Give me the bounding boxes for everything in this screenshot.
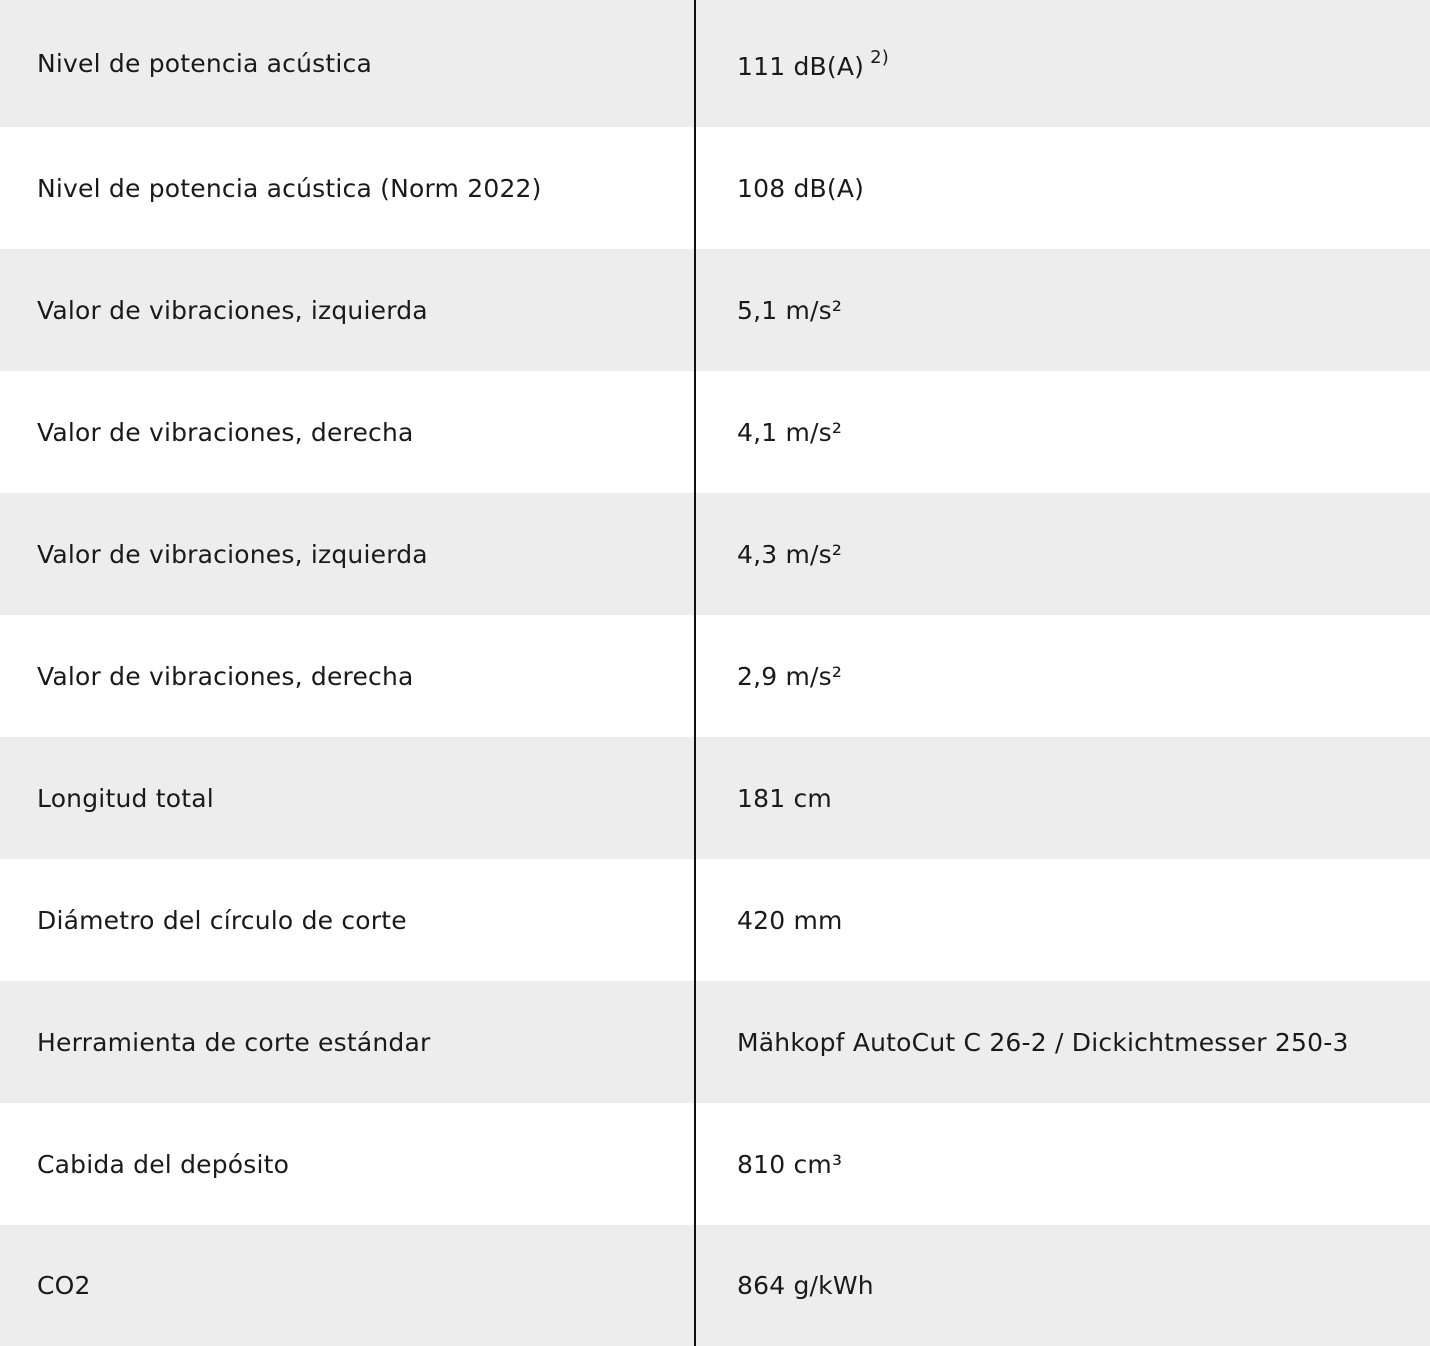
spec-label: Longitud total (37, 783, 214, 813)
spec-value: 810 cm³ (737, 1149, 843, 1179)
spec-value: 111 dB(A) (737, 51, 865, 81)
table-row (0, 249, 1430, 371)
spec-value: 420 mm (737, 905, 843, 935)
table-row (0, 1103, 1430, 1225)
spec-label: Valor de vibraciones, izquierda (37, 539, 428, 569)
spec-value: 181 cm (737, 783, 832, 813)
column-divider (694, 0, 696, 1346)
table-row (0, 371, 1430, 493)
footnote-marker: 2) (870, 46, 889, 68)
spec-label: Herramienta de corte estándar (37, 1027, 431, 1057)
spec-label: Valor de vibraciones, derecha (37, 417, 414, 447)
spec-label: Valor de vibraciones, izquierda (37, 295, 428, 325)
spec-value: 2,9 m/s² (737, 661, 843, 691)
table-row (0, 127, 1430, 249)
table-row (0, 493, 1430, 615)
spec-label: Cabida del depósito (37, 1149, 290, 1179)
table-row (0, 1225, 1430, 1346)
spec-value: 108 dB(A) (737, 173, 865, 203)
table-row (0, 859, 1430, 981)
spec-label: Nivel de potencia acústica (37, 49, 373, 78)
spec-label: Valor de vibraciones, derecha (37, 661, 414, 691)
spec-label: Diámetro del círculo de corte (37, 905, 407, 935)
spec-value: 5,1 m/s² (737, 295, 843, 325)
spec-value: 4,3 m/s² (737, 539, 843, 569)
spec-value: 4,1 m/s² (737, 417, 843, 447)
spec-value: 864 g/kWh (737, 1271, 874, 1300)
table-row (0, 615, 1430, 737)
table-row (0, 981, 1430, 1103)
spec-value-cell (696, 47, 1430, 81)
spec-label: Nivel de potencia acústica (Norm 2022) (37, 173, 542, 203)
table-row (0, 0, 1430, 127)
spec-label: CO2 (37, 1271, 91, 1300)
spec-value: Mähkopf AutoCut C 26-2 / Dickichtmesser 250-3 (737, 1027, 1349, 1057)
table-row (0, 737, 1430, 859)
